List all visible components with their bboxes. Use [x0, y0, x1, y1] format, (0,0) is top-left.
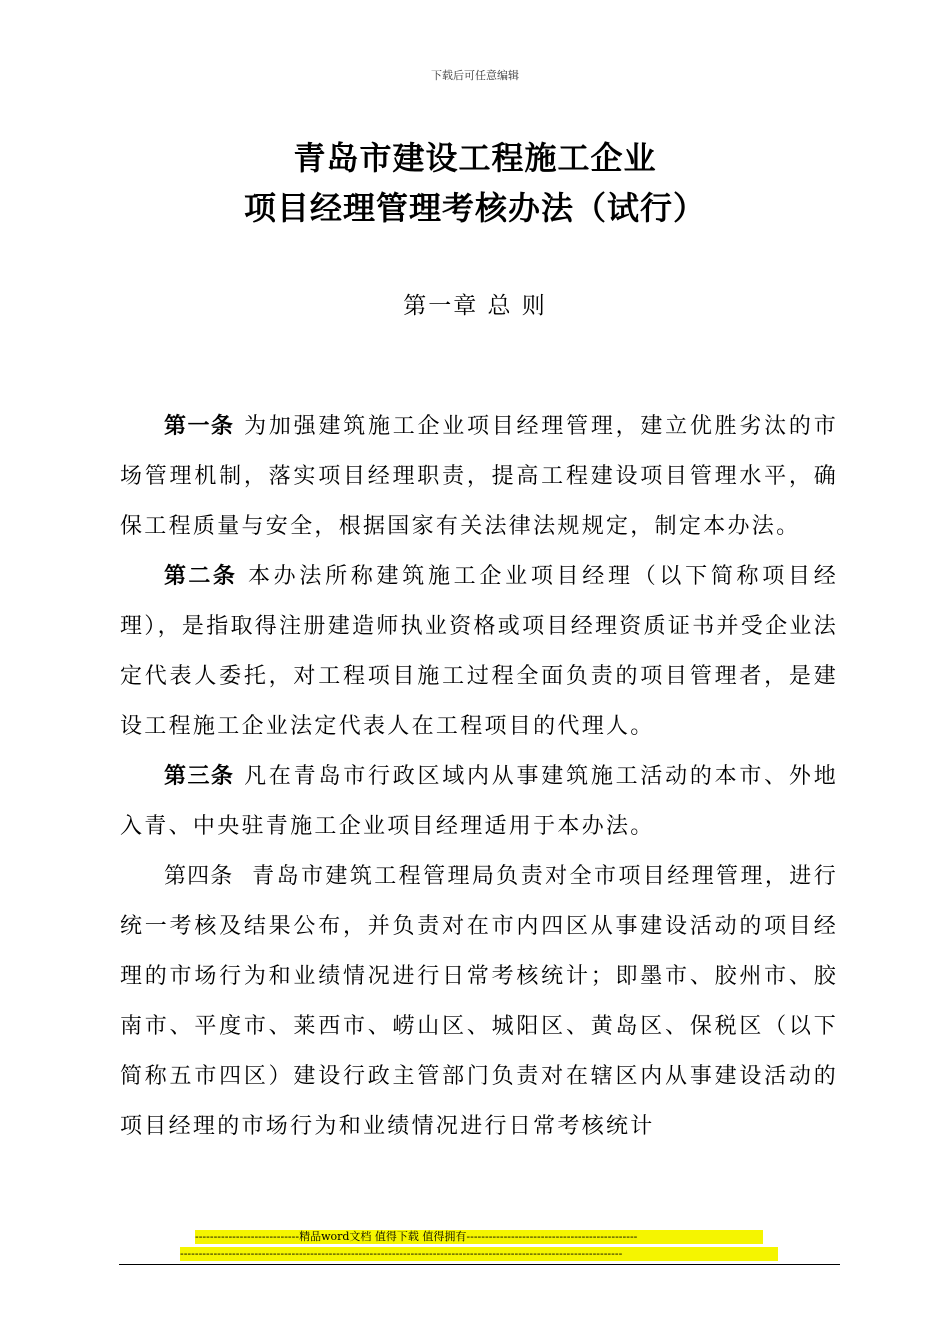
article-text: 本办法所称建筑施工企业项目经理（以下简称项目经理），是指取得注册建造师执业资格或项目经理资质证书并受企业法定代表人委托，对工程项目施工过程全面负责的项目管理者，是建设工程施工企业法定代表人在工程项目的代理人。	[120, 564, 839, 739]
chapter-heading: 第一章 总 则	[403, 293, 547, 319]
article-label: 第一条	[164, 414, 235, 439]
article-3	[120, 752, 838, 852]
footer-divider	[119, 1264, 840, 1265]
document-title-line1: 青岛市建设工程施工企业	[293, 139, 657, 177]
footer-banner-dashes: -----------------------------------------------------------------------------------------------------------------------	[180, 1247, 778, 1261]
document-title-line2: 项目经理管理考核办法（试行）	[243, 189, 706, 227]
article-text: 凡在青岛市行政区域内从事建筑施工活动的本市、外地入青、中央驻青施工企业项目经理适用于本办法。	[120, 764, 838, 839]
article-text: 为加强建筑施工企业项目经理管理，建立优胜劣汰的市场管理机制，落实项目经理职责，提高工程建设项目管理水平，确保工程质量与安全，根据国家有关法律法规规定，制定本办法。	[120, 414, 838, 539]
article-label: 第四条	[164, 864, 234, 889]
article-2	[120, 552, 838, 752]
article-label: 第三条	[164, 764, 235, 789]
footer-banner: ----------------------------精品word文档 值得下载 值得拥有----------------------------------------------	[195, 1230, 763, 1244]
article-1	[120, 402, 838, 552]
header-note: 下载后可任意编辑	[431, 69, 519, 82]
document-body	[120, 402, 838, 1152]
article-text: 青岛市建筑工程管理局负责对全市项目经理管理，进行统一考核及结果公布，并负责对在市内四区从事建设活动的项目经理的市场行为和业绩情况进行日常考核统计；即墨市、胶州市、胶南市、平度市、莱西市、崂山区、城阳区、黄岛区、保税区（以下简称五市四区）建设行政主管部门负责对在辖区内从事建设活动的项目经理的市场行为和业绩情况进行日常考核统计	[120, 864, 838, 1139]
article-label: 第二条	[164, 564, 238, 589]
article-4	[120, 852, 838, 1152]
